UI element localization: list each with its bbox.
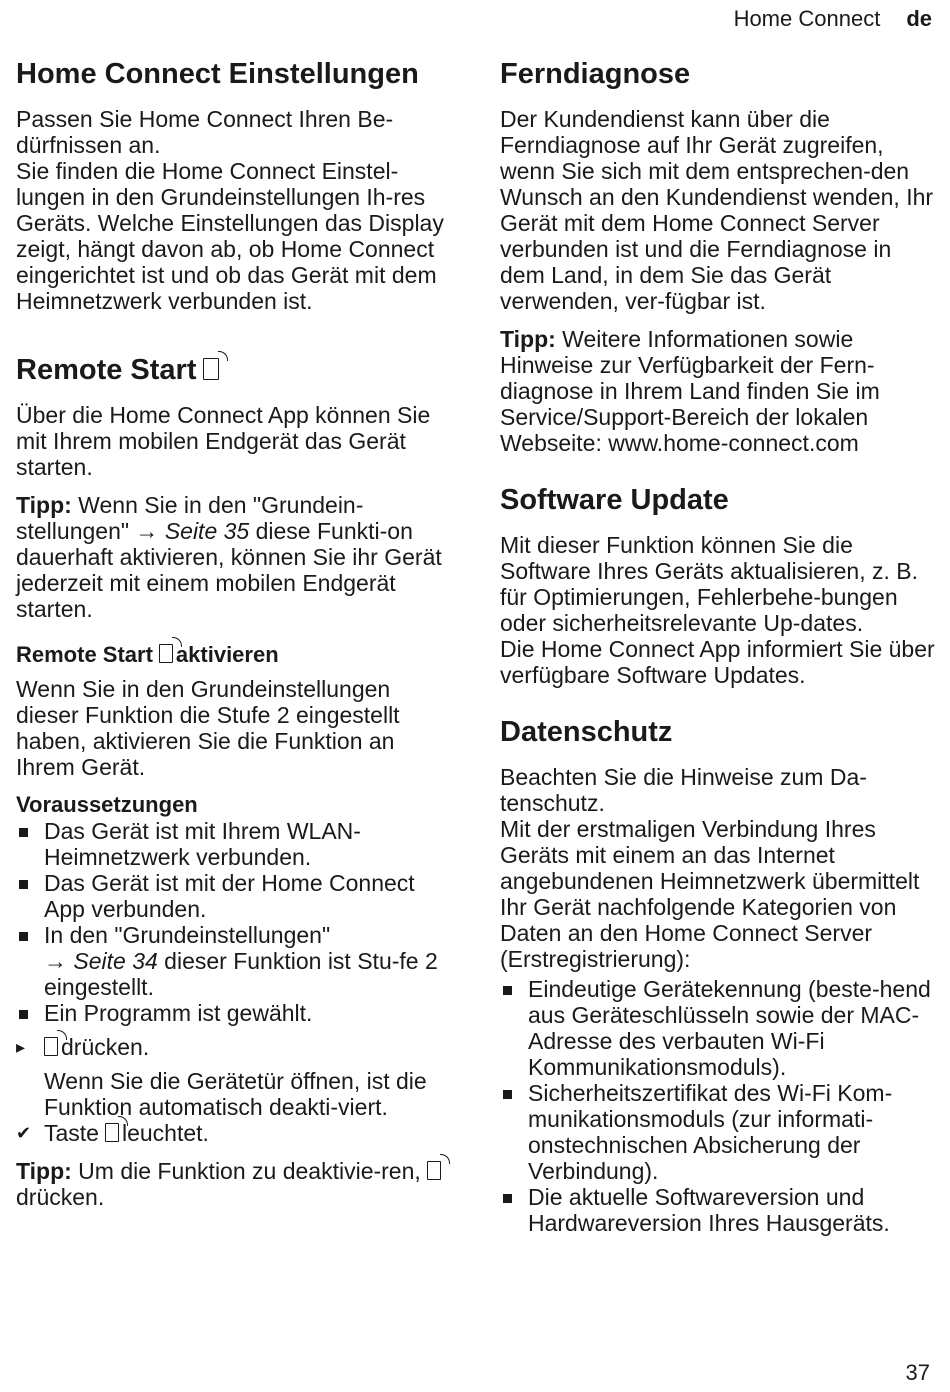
page-reference: Seite 35 (164, 518, 250, 544)
heading-remote-start: Remote Start (16, 352, 456, 388)
paragraph: Der Kundendienst kann über die Ferndiagnose auf Ihr Gerät zugreifen, wenn Sie sich mit dem entsprechen-den Wunsch an den Kundendienst wenden, Ihr Gerät mit dem Home Connect Server verbunden ist und die Ferndiagnose in dem Land, in dem Sie das Gerät verwenden, ver-fügbar ist. (500, 106, 934, 314)
list-item: Ein Programm ist gewählt. (16, 1000, 456, 1026)
heading-data-protection: Datenschutz (500, 716, 673, 748)
tip-label: Tipp: (16, 1158, 72, 1184)
page-reference: Seite 34 (73, 948, 158, 974)
remote-start-icon (105, 1123, 119, 1142)
right-column (500, 56, 940, 1244)
header-section: Home Connect (733, 6, 881, 31)
heading-home-connect-settings: Home Connect Einstellungen (16, 58, 419, 90)
remote-start-icon (44, 1037, 58, 1056)
page-number: 37 (905, 1360, 930, 1385)
left-column (16, 56, 456, 1222)
tip-label: Tipp: (16, 492, 72, 518)
paragraph: Beachten Sie die Hinweise zum Da-tenschutz. (500, 764, 867, 816)
list-item: Sicherheitszertifikat des Wi-Fi Kom-munikationsmoduls (zur informati-onstechnischen Absicherung der Verbindung). (500, 1080, 940, 1184)
list-item: Das Gerät ist mit Ihrem WLAN-Heimnetzwerk verbunden. (16, 818, 456, 870)
heading-requirements: Voraussetzungen (16, 792, 198, 817)
heading-remote-diagnosis: Ferndiagnose (500, 58, 691, 90)
paragraph: Mit dieser Funktion können Sie die Software Ihres Geräts aktualisieren, z. B. für Optimierungen, Fehlerbehe-bungen oder sicherheitsrelevante Up-dates. (500, 532, 919, 636)
arrow-right-icon: → (135, 518, 165, 544)
list-item: Die aktuelle Softwareversion und Hardwareversion Ihres Hausgeräts. (500, 1184, 940, 1236)
header-language: de (906, 6, 932, 31)
list-item: Eindeutige Gerätekennung (beste-hend aus Geräteschlüsseln sowie der MAC-Adresse des verbauten Wi-Fi Kommunikationsmoduls). (500, 976, 940, 1080)
tip-paragraph: Tipp: Um die Funktion zu deaktivie-ren,drücken. (16, 1158, 456, 1210)
paragraph: Wenn Sie in den Grundeinstellungen dieser Funktion die Stufe 2 eingestellt haben, aktivieren Sie die Funktion an Ihrem Gerät. (16, 676, 400, 780)
paragraph: Mit der erstmaligen Verbindung Ihres Geräts mit einem an das Internet angebundenen Heimnetzwerk übermittelt Ihr Gerät nachfolgende Kategorien von Daten an den Home Connect Server (Erstregistrierung): (500, 816, 920, 972)
arrow-right-icon: → (44, 948, 74, 974)
paragraph: Passen Sie Home Connect Ihren Be-dürfnissen an. (16, 106, 394, 158)
check-icon: ✔ (16, 1123, 32, 1143)
remote-start-icon (427, 1161, 441, 1180)
tip-paragraph: Tipp: Wenn Sie in den "Grundein-stellungen" → Seite 35 diese Funkti-on dauerhaft aktivieren, können Sie ihr Gerät jederzeit mit einem mobilen Endgerät starten. (16, 492, 442, 622)
list-item: Das Gerät ist mit der Home Connect App verbunden. (16, 870, 456, 922)
instruction-result: ✔ Taste leuchtet. (16, 1120, 209, 1146)
requirements-list (16, 818, 456, 1026)
tip-label: Tipp: (500, 326, 556, 352)
tip-paragraph: Tipp: Weitere Informationen sowie Hinweise zur Verfügbarkeit der Fern-diagnose in Ihrem Land finden Sie im Service/Support-Bereich der lokalen Webseite: www.home-connect.com (500, 326, 880, 456)
heading-remote-start-activate: Remote Start aktivieren (16, 642, 279, 667)
remote-start-icon (159, 644, 173, 663)
triangle-right-icon: ▸ (16, 1037, 26, 1057)
paragraph: Die Home Connect App informiert Sie über verfügbare Software Updates. (500, 636, 935, 688)
step-note: Wenn Sie die Gerätetür öffnen, ist die Funktion automatisch deakti-viert. (44, 1068, 427, 1120)
data-categories-list (500, 976, 940, 1236)
remote-start-icon (203, 358, 219, 380)
instruction-step: ▸ drücken. (16, 1034, 150, 1060)
running-header (734, 6, 932, 32)
paragraph: Sie finden die Home Connect Einstel-lungen in den Grundeinstellungen Ih-res Geräts. Welche Einstellungen das Display zeigt, hängt davon ab, ob Home Connect eingerichtet ist und ob das Gerät mit dem Heimnetzwerk verbunden ist. (16, 158, 444, 314)
heading-software-update: Software Update (500, 484, 729, 516)
list-item: In den "Grundeinstellungen" → Seite 34 dieser Funktion ist Stu-fe 2 eingestellt. (16, 922, 456, 1000)
paragraph: Über die Home Connect App können Sie mit Ihrem mobilen Endgerät das Gerät starten. (16, 402, 431, 480)
